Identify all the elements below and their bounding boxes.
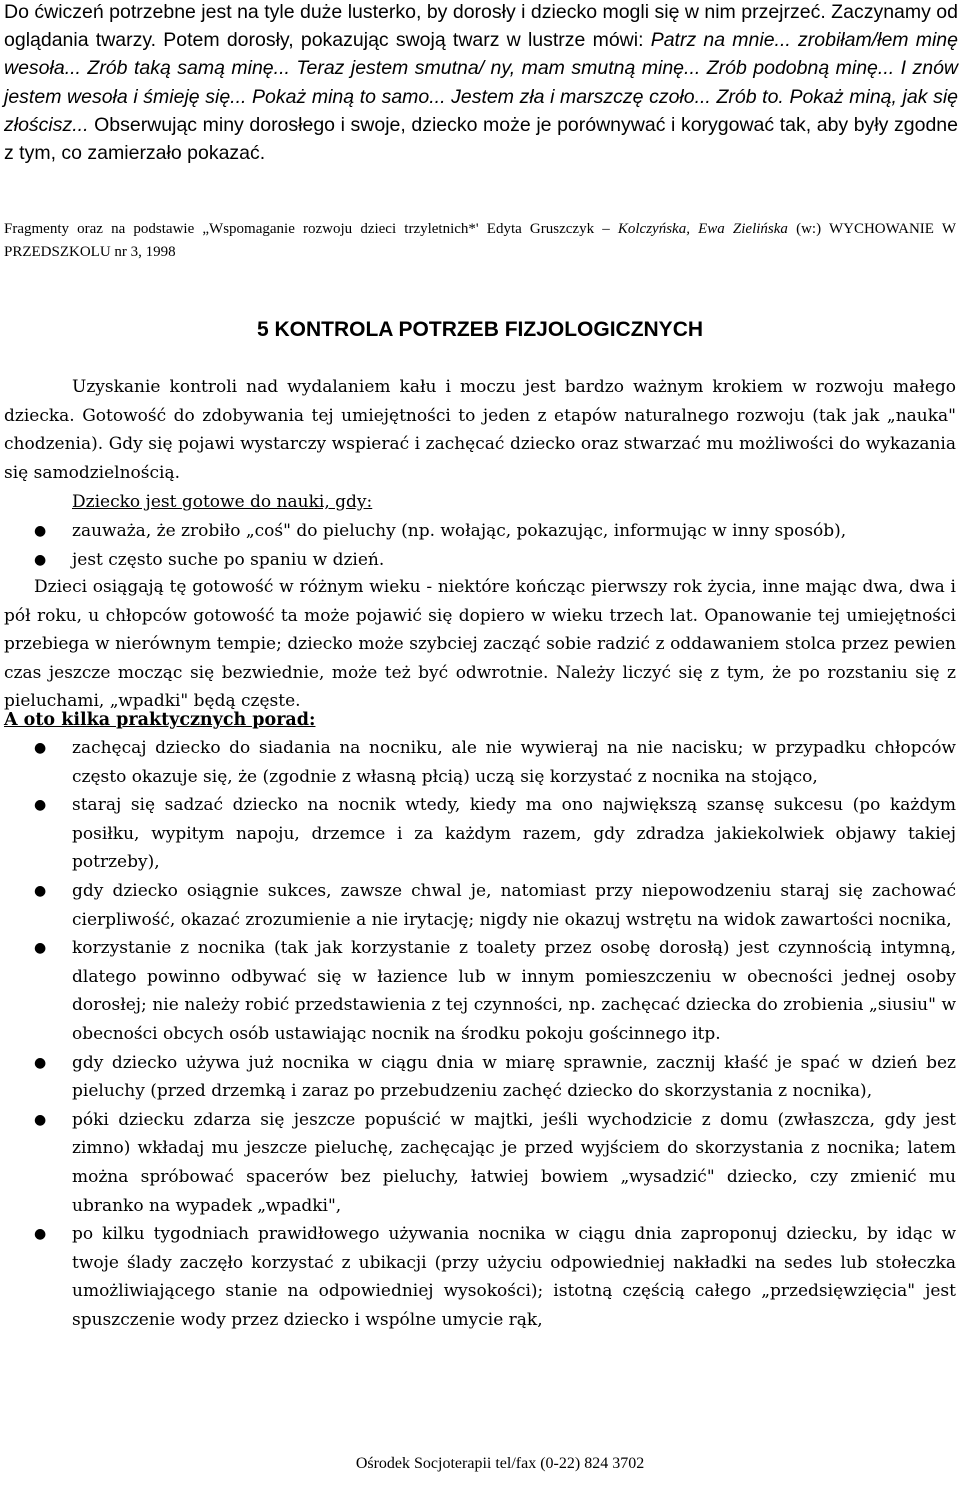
bullet-icon: ● — [34, 1226, 47, 1243]
exercise-paragraph — [4, 0, 958, 167]
exercise-text-conclusion: Obserwując miny dorosłego i swoje, dziecko może je porównywać i korygować tak, aby były zgodne z tym, co zamierzało pokazać. — [4, 113, 958, 165]
exercise-text-intro: Do ćwiczeń potrzebne jest na tyle duże lusterko, by dorosły i dziecko mogli się w nim przejrzeć. Zaczynamy od oglądania twarzy. Potem dorosły, pokazując swoją twarz w lustrze mówi: — [4, 1, 958, 52]
list-item — [4, 517, 956, 546]
list-item-text: staraj się sadzać dziecko na nocnik wtedy, kiedy ma ono największą szansę sukcesu (po każdym posiłku, wypitym napoju, drzemce i za każdym razem, gdy zdradza jakiekolwiek objawy takiej potrzeby), — [72, 795, 956, 873]
tips-heading: A oto kilka praktycznych porad: — [4, 710, 316, 730]
bullet-icon: ● — [34, 523, 47, 539]
section-heading: 5 KONTROLA POTRZEB FIZJOLOGICZNYCH — [256, 318, 704, 341]
bullet-icon: ● — [34, 1111, 47, 1128]
source-citation — [4, 218, 956, 264]
readiness-list — [4, 517, 956, 574]
intro-paragraph: Uzyskanie kontroli nad wydalaniem kału i moczu jest bardzo ważnym krokiem w rozwoju małego dziecka. Gotowość do zdobywania tej umiejętności to jeden z etapów naturalnego rozwoju (tak jak „nauka" chodzenia). Gdy się pojawi wystarczy wspierać i zachęcać dziecko oraz stwarzać mu możliwości do wykazania się samodzielnością. — [4, 377, 956, 483]
bullet-icon: ● — [34, 1054, 47, 1071]
list-item-text: po kilku tygodniach prawidłowego używania nocnika w ciągu dnia zaproponuj dziecku, by idąc w twoje ślady zaczęło korzystać z ubikacji (przy użyciu odpowiedniej nakładki na sedes lub stołeczka umożliwiającego stanie na odpowiedniej wysokości); istotną częścią całego „przedsięwzięcia" jest spuszczenie wody przez dziecko i wspólne umycie rąk, — [72, 1224, 956, 1330]
source-citation-publication: (w:) WYCHOWANIE W PRZEDSZKOLU nr 3, 1998 — [4, 221, 956, 260]
source-citation-text: Fragmenty oraz na podstawie „Wspomaganie rozwoju dzieci trzyletnich*' Edyta Gruszczyk – — [4, 221, 618, 237]
readiness-age-paragraph: Dzieci osiągają tę gotowość w różnym wieku - niektóre kończąc pierwszy rok życia, inne mając dwa, dwa i pół roku, u chłopców gotowość ta może pojawić się dopiero w wieku trzech lat. Opanowanie tej umiejętności przebiega w nierównym tempie; dziecko może szybciej zacząć sobie radzić z oddawaniem stolca przez pewien czas jeszcze mocząc się bezwiednie, może też być odwrotnie. Należy liczyć się z tym, że po rozstaniu się z pieluchami, „wpadki" będą częste. — [4, 577, 956, 712]
page-footer: Ośrodek Socjoterapii tel/fax (0-22) 824 3702 — [355, 1455, 645, 1472]
list-item — [4, 1220, 956, 1334]
readiness-heading: Dziecko jest gotowe do nauki, gdy: — [72, 492, 373, 512]
list-item-text: zachęcaj dziecko do siadania na nocniku, ale nie wywieraj na nie nacisku; w przypadku chłopców często okazuje się, że (zgodnie z własną płcią) uczą się korzystać z nocnika na stojąco, — [72, 738, 956, 787]
list-item — [4, 734, 956, 791]
bullet-icon: ● — [34, 882, 47, 899]
bullet-icon: ● — [34, 551, 47, 568]
source-citation-authors: Kolczyńska, Ewa Zielińska — [617, 221, 788, 237]
list-item — [4, 1106, 956, 1220]
list-item-text: póki dziecku zdarza się jeszcze popuścić w majtki, jeśli wychodzicie z domu (zwłaszcza, gdy jest zimno) wkładaj mu jeszcze pieluchę, zachęcając je przed wyjściem do skorzystania z nocnika; latem można spróbować spacerów bez pieluchy, łatwiej bowiem „wysadzić" dziecko, czy zmienić mu ubranko na wypadek „wpadki", — [72, 1109, 956, 1216]
list-item — [4, 546, 956, 575]
list-item — [4, 1049, 956, 1106]
list-item-text: gdy dziecko używa już nocnika w ciągu dnia w miarę sprawnie, zacznij kłaść je spać w dzień bez pieluchy (przed drzemką i zaraz po przebudzeniu zachęć dziecko do skorzystania z nocnika), — [72, 1052, 956, 1102]
bullet-icon: ● — [34, 740, 47, 756]
list-item-text: gdy dziecko osiągnie sukces, zawsze chwal je, natomiast przy niepowodzeniu staraj się zachować cierpliwość, okazać zrozumienie a nie irytację; nigdy nie okazuj wstrętu na widok zawartości nocnika, — [72, 880, 956, 930]
list-item — [4, 934, 956, 1048]
list-item-text: korzystanie z nocnika (tak jak korzystanie z toalety przez osobę dorosłą) jest czynnością intymną, dlatego powinno odbywać się w łazience lub w innym pomieszczeniu w obecności jednej osoby dorosłej; nie należy robić przedstawienia z tej czynności, np. zachęcać dziecka do zrobienia „siusiu" w obecności obcych osób ustawiając nocnik na środku pokoju gościnnego itp. — [72, 938, 956, 1044]
tips-list — [4, 734, 956, 1334]
bullet-icon: ● — [34, 797, 47, 814]
list-item — [4, 877, 956, 934]
list-item-text: zauważa, że zrobiło „coś" do pieluchy (np. wołając, pokazując, informując w inny sposób), — [72, 521, 847, 541]
list-item-text: jest często suche po spaniu w dzień. — [72, 549, 385, 570]
exercise-text-dialogue: Patrz na mnie... zrobiłam/łem minę wesoła... Zrób taką samą minę... Teraz jestem smutna/ ny, mam smutną minę... Zrób podobną minę... I znów jestem wesoła i śmieję się... Pokaż miną to samo... Jestem zła i marszczę czoło... Zrób to. Pokaż miną, jak się złościsz... — [4, 29, 958, 136]
bullet-icon: ● — [34, 940, 47, 957]
list-item — [4, 791, 956, 877]
